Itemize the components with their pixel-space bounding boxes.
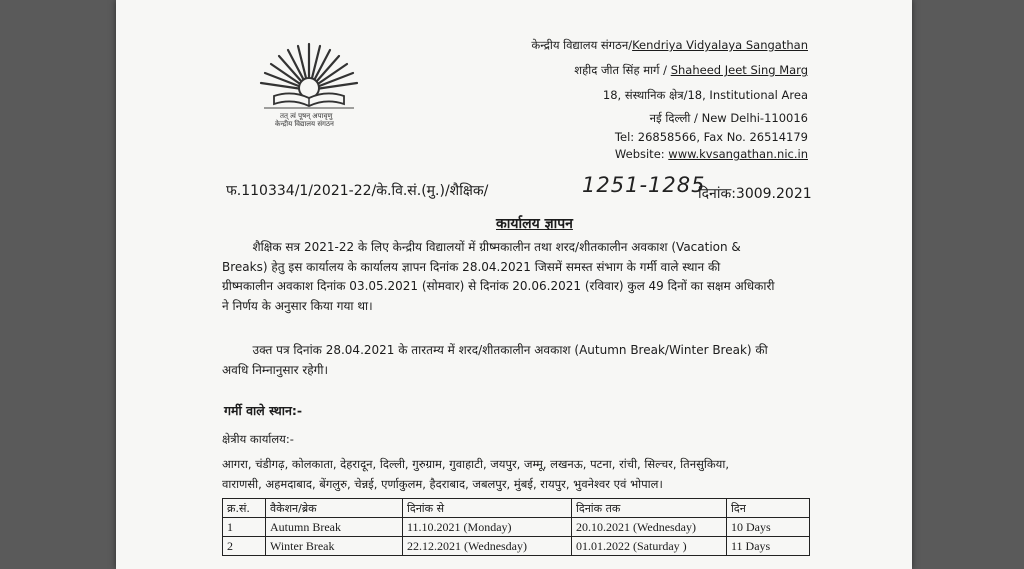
paragraph-1: शैक्षिक सत्र 2021-22 के लिए केन्द्रीय विद्यालयों में ग्रीष्मकालीन तथा शरद/शीतकालीन अवकाश (Vacation & Breaks) हेतु इस कार्यालय के कार्यालय ज्ञापन दिनांक 28.04.2021 जिसमें समस्त संभाग के गर्मी वाले स्थान की ग्रीष्मकालीन अवकाश दिनांक 03.05.2021 (सोमवार) से दिनांक 20.06.2021 (रविवार) कुल 49 दिनों का सक्षम अधिकारी ने निर्णय के अनुसार किया गया था। xyxy=(222,240,775,313)
address-street: शहीद जीत सिंह मार्ग / Shaheed Jeet Sing Marg xyxy=(574,63,808,77)
table-header-row xyxy=(223,499,810,518)
document-title: कार्यालय ज्ञापन xyxy=(496,216,573,232)
address-website: Website: www.kvsangathan.nic.in xyxy=(614,147,808,161)
col-header-days: दिन xyxy=(727,499,810,518)
regional-office-label: क्षेत्रीय कार्यालय:- xyxy=(222,432,294,446)
address-org: केन्द्रीय विद्यालय संगठन/Kendriya Vidyalaya Sangathan xyxy=(531,38,808,52)
logo-org-name: केन्द्रीय विद्यालय संगठन xyxy=(275,120,334,128)
website-link[interactable]: www.kvsangathan.nic.in xyxy=(668,147,808,161)
document-date: दिनांक:3009.2021 xyxy=(698,186,812,202)
paragraph-2: उक्त पत्र दिनांक 28.04.2021 के तारतम्य में शरद/शीतकालीन अवकाश (Autumn Break/Winter Break) की अवधि निम्नानुसार रहेगी। xyxy=(222,343,768,377)
address-city: नई दिल्ली / New Delhi-110016 xyxy=(649,111,808,125)
city-list: आगरा, चंडीगढ़, कोलकाता, देहरादून, दिल्ली, गुरुग्राम, गुवाहाटी, जयपुर, जम्मू, लखनऊ, पटना, रांची, सिल्चर, तिनसुकिया, वाराणसी, अहमदाबाद, बेंगलुरु, चेन्नई, एर्णाकुलम, हैदराबाद, जबलपुर, मुंबई, रायपुर, भुवनेश्वर एवं भोपाल। xyxy=(222,457,729,491)
table-row: 2 Winter Break 22.12.2021 (Wednesday) 01.01.2022 (Saturday ) 11 Days xyxy=(223,537,810,556)
address-area: 18, संस्थानिक क्षेत्र/18, Institutional Area xyxy=(602,88,808,102)
section-heading: गर्मी वाले स्थान:- xyxy=(224,403,303,418)
file-number: फ.110334/1/2021-22/के.वि.सं.(मु.)/शैक्षिक/ xyxy=(226,183,489,199)
col-header-from: दिनांक से xyxy=(403,499,572,518)
table-row: 1 Autumn Break 11.10.2021 (Monday) 20.10.2021 (Wednesday) 10 Days xyxy=(223,518,810,537)
col-header-break: वैकेशन/ब्रेक xyxy=(266,499,403,518)
document-page xyxy=(116,0,912,569)
col-header-to: दिनांक तक xyxy=(572,499,727,518)
col-header-serial: क्र.सं. xyxy=(223,499,266,518)
logo-motto: तत् त्वं पूषन् अपावृणु xyxy=(280,112,333,120)
address-phone: Tel: 26858566, Fax No. 26514179 xyxy=(614,130,808,144)
handwritten-number: 1251-1285 xyxy=(582,173,706,197)
vacation-table xyxy=(222,498,810,556)
